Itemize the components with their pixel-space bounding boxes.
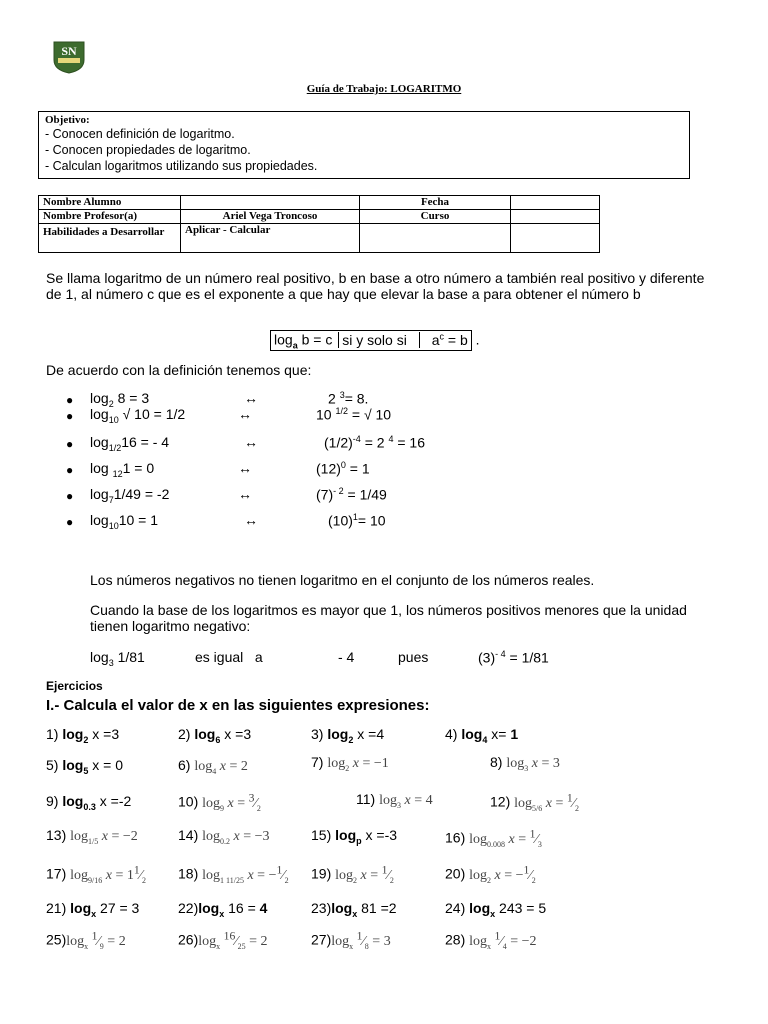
nombre-profesor-label: Nombre Profesor(a)	[39, 210, 181, 224]
exercise-item: 1) $\log_2 x =3$	[46, 726, 120, 745]
exercise-item: 28) $\log_x$ $^1⁄_4 = -2$	[445, 929, 537, 951]
exercise-item: 13) $\log_{1/5} x = -2$	[46, 827, 138, 846]
example-left: $\log_{10}10 = 1$	[90, 512, 159, 531]
bullet: ●	[66, 437, 74, 451]
school-logo	[52, 40, 86, 74]
svg-text:SN: SN	[61, 44, 77, 58]
exercise-item: $27)\log_x$ $^1⁄_8 = 3$	[311, 929, 391, 951]
exercise-item: $26)\log_x$ $^{16}⁄_{25} = 2$	[178, 929, 268, 951]
example-left: $\log_{1/2}16$ = - 4	[90, 434, 170, 453]
example-right: $(1/2)^{-4} = 2$ $^4$ = 16	[324, 434, 425, 451]
exercise-item: 6) $\log_4 x = 2$	[178, 757, 248, 776]
example-right: 2 $^3$= 8.	[328, 390, 369, 407]
arrow-icon: ↔	[244, 390, 258, 406]
exercise-item: $22)\log_x$ 16 = 4	[178, 900, 268, 919]
empty-cell	[511, 224, 600, 253]
fecha-value[interactable]	[511, 196, 600, 210]
curso-value[interactable]	[511, 210, 600, 224]
note-example-pues: pues	[398, 649, 429, 665]
bullet: ●	[66, 515, 74, 529]
arrow-icon: ↔	[244, 434, 258, 450]
exercise-item: $25)\log_x$ $^1⁄_9 = 2$	[46, 929, 126, 951]
definition-text: Se llama logaritmo de un número real positivo, b en base a otro número a también real positivo y diferente de 1, al número c que es el exponente a que hay que elevar la base a para obtener el número b	[46, 270, 705, 302]
exercise-item: 10) $\log_9 x$ = $^3⁄_2$	[178, 791, 261, 813]
bullet: ●	[66, 463, 74, 477]
habilidades-label: Habilidades a Desarrollar	[39, 224, 181, 253]
note-example-left: $\log_3 1/81$	[90, 649, 145, 668]
curso-label: Curso	[360, 210, 511, 224]
bullet: ●	[66, 409, 74, 423]
exercise-item: 15) $\log_p x =-3$	[311, 827, 398, 846]
exercise-item: 14) $\log_{0.2} x = -3$	[178, 827, 270, 846]
examples-intro: De acuerdo con la definición tenemos que:	[46, 362, 312, 378]
objective-box	[38, 111, 690, 179]
bullet: ●	[66, 489, 74, 503]
exercise-item: $23)\log_x$ 81 =2	[311, 900, 397, 919]
example-right: $(7)^{- 2} = 1/49$	[316, 486, 387, 503]
exercises-heading: Ejercicios	[46, 679, 103, 693]
exercise-item: 9) $\log_{0.3} x =-2$	[46, 793, 132, 812]
exercise-item: 16) $\log_{0.008} x$ = $^1⁄_3$	[445, 827, 542, 849]
example-left: $\log_2 8 = 3$	[90, 390, 150, 409]
exercise-item: 17) $\log_{9/16} x$ = $1^1⁄_2$	[46, 863, 147, 885]
bullet: ●	[66, 393, 74, 407]
exercises-instruction: I.- Calcula el valor de x en las siguientes expresiones:	[46, 697, 430, 714]
objective-line: - Conocen propiedades de logaritmo.	[45, 143, 251, 157]
example-left: $\log_{10}$ √ 10 = 1/2	[90, 406, 186, 425]
habilidades-value: Aplicar - Calcular	[181, 224, 360, 253]
example-left: $\log_71/49 = -2$	[90, 486, 170, 505]
exercise-item: 24) $\log_x 243 = 5$	[445, 900, 547, 919]
exercise-item: 8) $\log_3 x = 3$	[490, 754, 560, 773]
exercise-item: 19) $\log_2 x$ = $^1⁄_2$	[311, 863, 394, 885]
exercise-item: 4) $\log_4 x= 1$	[445, 726, 519, 745]
note-base-greater: Cuando la base de los logaritmos es mayor que 1, los números positivos menores que la unidad tienen logaritmo negativo:	[90, 602, 687, 634]
arrow-icon: ↔	[238, 406, 252, 422]
definition-formula: $\log_a b = c$ si y solo si $a^c = b$ .	[270, 330, 480, 351]
note-example-right: $(3)^{- 4} = 1/81$	[478, 649, 549, 666]
note-negatives: Los números negativos no tienen logaritmo en el conjunto de los números reales.	[90, 572, 595, 588]
exercise-item: 20) $\log_2 x$ = $-^1⁄_2$	[445, 863, 536, 885]
example-left: log $_{12}$1 = 0	[90, 460, 155, 479]
exercise-item: 5) $\log_5 x = 0$	[46, 757, 123, 776]
exercise-item: 21) $\log_x 27 = 3$	[46, 900, 140, 919]
arrow-icon: ↔	[238, 460, 252, 476]
arrow-icon: ↔	[244, 512, 258, 528]
nombre-alumno-value[interactable]	[181, 196, 360, 210]
objective-heading: Objetivo:	[45, 114, 90, 126]
exercise-item: 12) $\log_{5/6} x$ = $^1⁄_2$	[490, 791, 580, 813]
page-title: Guía de Trabajo: LOGARITMO	[306, 83, 462, 95]
exercise-item: 2) $\log_6 x =3$	[178, 726, 252, 745]
note-example-es-igual: es igual a	[195, 649, 263, 665]
info-table	[38, 195, 600, 253]
objective-line: - Conocen definición de logaritmo.	[45, 127, 235, 141]
example-right: $(10)^1= 10$	[328, 512, 386, 529]
empty-cell	[360, 224, 511, 253]
profesor-value: Ariel Vega Troncoso	[181, 210, 360, 224]
exercise-item: 3) $\log_2 x =4$	[311, 726, 385, 745]
fecha-label: Fecha	[360, 196, 511, 210]
exercise-item: 18) $\log_{1 11/25} x$ = $-^1⁄_2$	[178, 863, 289, 885]
exercise-item: 7) $\log_2 x = -1$	[311, 754, 389, 773]
note-example-value: - 4	[338, 649, 355, 665]
exercise-item: 11) $\log_3 x = 4$	[356, 791, 433, 810]
objective-line: - Calculan logaritmos utilizando sus propiedades.	[45, 159, 318, 173]
nombre-alumno-label: Nombre Alumno	[39, 196, 181, 210]
example-right: $(12)^0 = 1$	[316, 460, 370, 477]
arrow-icon: ↔	[238, 486, 252, 502]
example-right: 10 $^{1/2}$ = √ 10	[316, 406, 392, 423]
